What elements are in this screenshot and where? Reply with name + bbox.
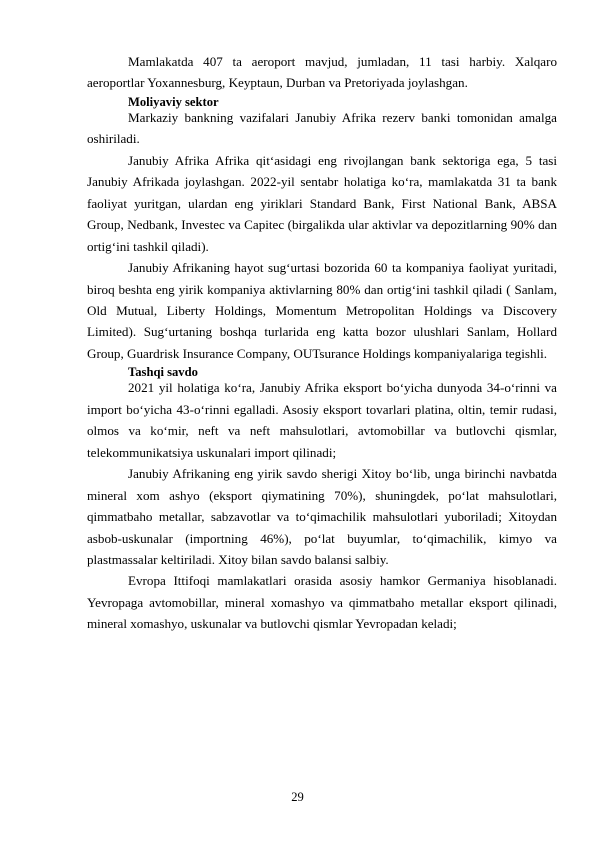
paragraph-central-bank: Markaziy bankning vazifalari Janubiy Afrika rezerv banki tomonidan amalga oshiriladi. xyxy=(87,109,557,147)
paragraph-banking-sector: Janubiy Afrika Afrika qitʻasidagi eng rivojlangan bank sektoriga ega, 5 tasi Janubiy Afrikada joylashgan. 2022-yil sentabr holatiga koʻra, mamlakatda 31 ta bank faoliyat yuritgan, ulardan eng yiriklari Standard Bank, First National Bank, ABSA Group, Nedbank, Investec va Capitec (birgalikda ular aktivlar va depozitlarning 90% dan ortigʻini tashkil qiladi). xyxy=(87,152,557,254)
paragraph-insurance: Janubiy Afrikaning hayot sugʻurtasi bozorida 60 ta kompaniya faoliyat yuritadi, biroq beshta eng yirik kompaniya aktivlarning 80% dan ortigʻini tashkil qiladi ( Sanlam, Old Mutual, Liberty Holdings, Momentum Metropolitan Holdings va Discovery Limited). Sugʻurtaning boshqa turlarida eng katta bozor ulushlari Sanlam, Hollard Group, Guardrisk Insurance Company, OUTsurance Holdings kompaniyalariga tegishli. xyxy=(87,260,557,361)
paragraph-airports: Mamlakatda 407 ta aeroport mavjud, jumladan, 11 tasi harbiy. Xalqaro aeroportlar Yoxannesburg, Keyptaun, Durban va Pretoriyada joylashgan. xyxy=(87,54,557,91)
document-page xyxy=(87,51,557,635)
heading-financial-sector: Moliyaviy sektor xyxy=(128,94,219,109)
heading-foreign-trade: Tashqi savdo xyxy=(128,365,198,380)
page-number: 29 xyxy=(291,790,304,804)
paragraph-china-trade: Janubiy Afrikaning eng yirik savdo sherigi Xitoy boʻlib, unga birinchi navbatda mineral xom ashyo (eksport qiymatining 70%), shuningdek, poʻlat mahsulotlari, qimmatbaho metallar, sabzavotlar va toʻqimachilik mahsulotlari yuboriladi; Xitoydan asbob-uskunalar (importning 46%), poʻlat buyumlar, toʻqimachilik, kimyo va plastmassalar keltiriladi. Xitoy bilan savdo balansi salbiy. xyxy=(87,466,557,567)
paragraph-eu-trade: Evropa Ittifoqi mamlakatlari orasida asosiy hamkor Germaniya hisoblanadi. Yevropaga avtomobillar, mineral xomashyo va qimmatbaho metallar eksport qilinadi, mineral xomashyo, uskunalar va butlovchi qismlar Yevropadan keladi; xyxy=(87,573,557,632)
paragraph-export-ranking: 2021 yil holatiga koʻra, Janubiy Afrika eksport boʻyicha dunyoda 34-oʻrinni va import boʻyicha 43-oʻrinni egalladi. Asosiy eksport tovarlari platina, oltin, temir rudasi, olmos va koʻmir, neft va neft mahsulotlari, avtomobillar va butlovchi qismlar, telekommunikatsiya uskunalari import qilinadi; xyxy=(87,380,557,460)
